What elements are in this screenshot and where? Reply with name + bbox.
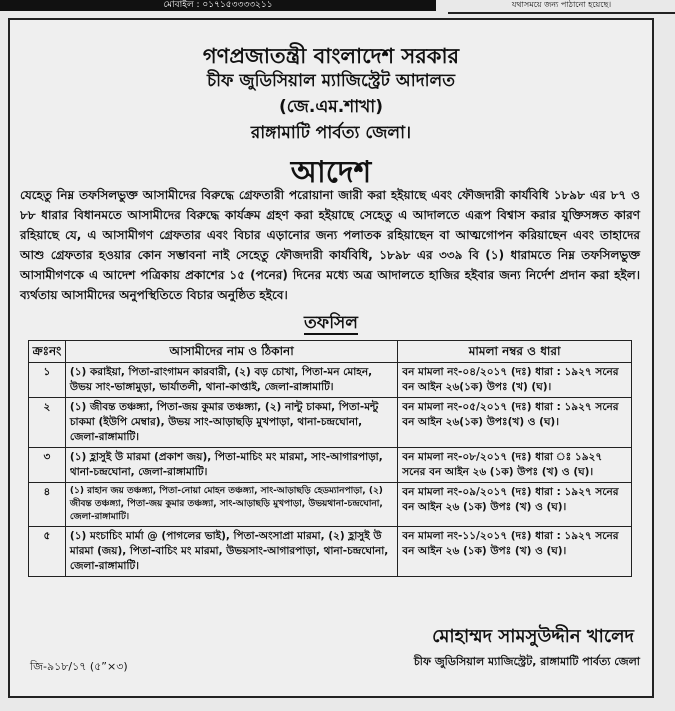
cell-name: (১) রাহান জয় তঞ্চঙ্গ্যা, পিতা-নোয়া মোহন তঞ্চঙ্গ্যা, সাং-আড়াছড়ি হেডম্যানপাড়া, (২) জীবন্ত তঞ্চঙ্গ্যা, পিতা-জয় কুমার তঞ্চঙ্গ্যা, সাং-আড়াছড়ি মুখপাড়া, উভয়থানা-চন্দ্রঘোনা, জেলা-রাঙ্গামাটি।	[65, 483, 397, 527]
table-row	[29, 483, 632, 527]
col-header-case: মামলা নম্বর ও ধারা	[398, 341, 632, 363]
col-header-name: আসামীদের নাম ও ঠিকানা	[65, 341, 397, 363]
top-strip	[0, 0, 675, 16]
cell-sl: ৫	[29, 527, 66, 577]
table-row	[29, 363, 632, 398]
cell-case: বন মামলা নং-০৫/২০১৭ (দঃ) ধারা : ১৯২৭ সনের বন আইন ২৬(১ক) উপঃ(খ) ও (ঘ)।	[398, 398, 632, 448]
table-row	[29, 398, 632, 448]
schedule-title-text: তফসিল	[304, 313, 358, 333]
top-left-text: মোবাইল : ০১৭১৫৩৩৩৩২১১	[0, 0, 436, 11]
table-row	[29, 527, 632, 577]
table-header-row	[29, 341, 632, 363]
table-row	[29, 448, 632, 483]
ad-reference: জি-৯১৮/১৭ (৫”×৩)	[30, 660, 128, 673]
header-line-3: (জে.এম.শাখা)	[278, 97, 383, 117]
schedule-table	[28, 340, 632, 577]
cell-case: বন মামলা নং-০৪/২০১৭ (দঃ) ধারা : ১৯২৭ সনের বন আইন ২৬(১ক) উপঃ (খ) (ঘ)।	[398, 363, 632, 398]
cell-case: বন মামলা নং-০৮/২০১৭ (দঃ) ধারা ঃ ১৯২৭ সনের বন আইন ২৬ (১ক) উপঃ (খ) ও (ঘ)।	[398, 448, 632, 483]
cell-name: (১) করাইয়া, পিতা-রাংগামন কারবারী, (২) বড় চোখা, পিতা-মন মোহন, উভয় সাং-ভাঙ্গামুড়া, ভার্যাতলী, থানা-কাপ্তাই, জেলা-রাঙ্গামাটি।	[65, 363, 397, 398]
header-line-1: গণপ্রজাতন্ত্রী বাংলাদেশ সরকার	[202, 44, 460, 68]
col-header-sl: ক্রঃনং	[29, 341, 66, 363]
cell-case: বন মামলা নং-০৯/২০১৭ (দঃ) ধারা : ১৯২৭ সনের বন আইন ২৬ (১ক) উপঃ (খ) ও (ঘ)।	[398, 483, 632, 527]
header-line-2: চীফ জুডিসিয়াল ম্যাজিস্ট্রেট আদালত	[207, 71, 455, 91]
cell-name: (১) হ্লাসুই উ মারমা (প্রকাশ জয়), পিতা-মাচিং মং মারমা, সাং-আগারপাড়া, থানা-চন্দ্রঘোনা, জেলা-রাঙ্গামাটি।	[65, 448, 397, 483]
top-right-text: যথাসময়ে জন্য পাঠানো হয়েছে।	[448, 0, 675, 14]
cell-sl: ২	[29, 398, 66, 448]
cell-name: (১) জীবন্ত তঞ্চঙ্গ্যা, পিতা-জয় কুমার তঞ্চঙ্গ্যা, (২) নান্টু চাকমা, পিতা-মন্টু চাকমা (ইউপি মেম্বার), উভয় সাং-আড়াছড়ি মুখপাড়া, থানা-চন্দ্রঘোনা, জেলা-রাঙ্গামাটি।	[65, 398, 397, 448]
header-line-4: রাঙ্গামাটি পার্বত্য জেলা।	[250, 123, 412, 143]
cell-name: (১) মংচাচিং মার্মা @ (পাগলের ভাই), পিতা-অংসাপ্রা মারমা, (২) হ্লাসুই উ মারমা (জয়), পিতা-বাচিং মং মারমা, উভয়সাং-আগারপাড়া, থানা-চন্দ্রঘোনা, জেলা-রাঙ্গামাটি।	[65, 527, 397, 577]
cell-sl: ৪	[29, 483, 66, 527]
cell-case: বন মামলা নং-১১/২০১৭ (দঃ) ধারা : ১৯২৭ সনের বন আইন ২৬ (১ক) উপঃ (খ) ও (ঘ)।	[398, 527, 632, 577]
notice-box	[8, 18, 654, 698]
cell-sl: ১	[29, 363, 66, 398]
signatory-name: মোহাম্মদ সামসুউদ্দীন খালেদ	[432, 626, 634, 647]
signatory-designation: চীফ জুডিসিয়াল ম্যাজিস্ট্রেট, রাঙ্গামাটি পার্বত্য জেলা	[413, 655, 640, 668]
schedule-title	[10, 310, 652, 338]
order-body: যেহেতু নিম্ন তফসিলভুক্ত আসামীদের বিরুদ্ধে গ্রেফতারী পরোয়ানা জারী করা হইয়াছে এবং ফৌজদারী কার্যবিধি ১৮৯৮ এর ৮৭ ও ৮৮ ধারার বিধানমতে আসামীদের বিরুদ্ধে কার্যক্রম গ্রহণ করা হইয়াছে সেহেতু এ আদালতে এরূপ বিশ্বাস করার যুক্তিসঙ্গত কারণ রহিয়াছে যে, এ আসামীগণ গ্রেফতার এবং বিচার এড়ানোর জন্য পলাতক রহিয়াছেন বা আত্মগোপন করিয়াছেন এবং তাহাদের আশু গ্রেফতার হওয়ার কোন সম্ভাবনা নাই সেহেতু ফৌজদারী কার্যবিধি, ১৮৯৮ এর ৩৩৯ বি (১) ধারামতে নিম্ন তফসিলভুক্ত আসামীগণকে এ আদেশ পত্রিকায় প্রকাশের ১৫ (পনের) দিনের মধ্যে অত্র আদালতে হাজির হইবার জন্য নির্দেশ প্রদান করা হইল। ব্যর্থতায় আসামীদের অনুপস্থিতিতে বিচার অনুষ্ঠিত হইবে।	[20, 188, 640, 302]
cell-sl: ৩	[29, 448, 66, 483]
order-title: আদেশ	[290, 155, 372, 190]
